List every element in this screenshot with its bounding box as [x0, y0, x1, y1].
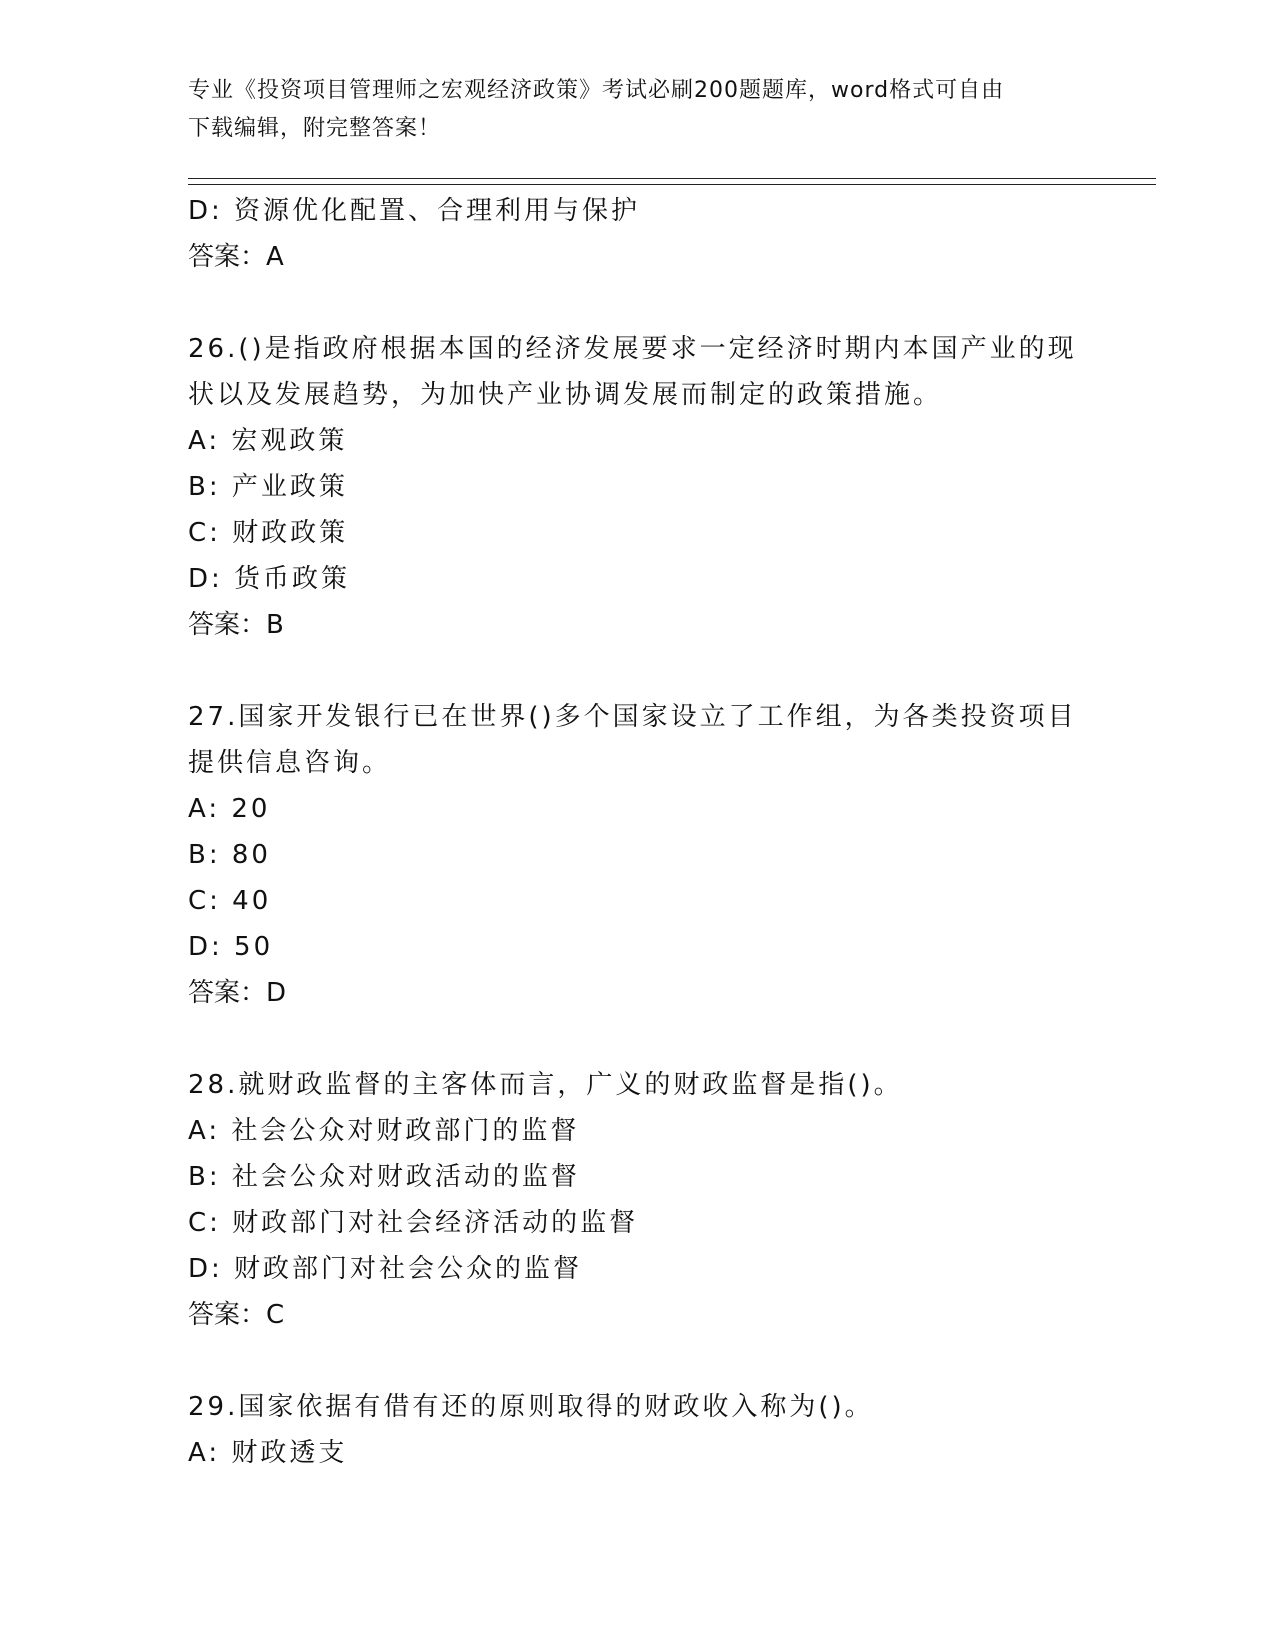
question-27 — [188, 694, 1088, 786]
spacer — [188, 280, 1088, 326]
option-b: B: 社会公众对财政活动的监督 — [188, 1162, 580, 1192]
option-a: A: 宏观政策 — [188, 426, 348, 456]
option-c: C: 财政政策 — [188, 518, 349, 548]
option-a: A: 20 — [188, 794, 271, 824]
answer: 答案：A — [188, 242, 284, 272]
answer: 答案：D — [188, 978, 287, 1008]
answer: 答案：B — [188, 610, 284, 640]
spacer — [188, 648, 1088, 694]
answer: 答案：C — [188, 1300, 285, 1330]
question-stem: 28.就财政监督的主客体而言，广义的财政监督是指()。 — [188, 1070, 903, 1100]
option-b: B: 产业政策 — [188, 472, 348, 502]
option-b: B: 80 — [188, 840, 271, 870]
spacer — [188, 1016, 1088, 1062]
question-stem: 提供信息咨询。 — [188, 748, 392, 778]
document-header — [188, 72, 1088, 148]
option-d: D: 财政部门对社会公众的监督 — [188, 1254, 583, 1284]
question-stem: 29.国家依据有借有还的原则取得的财政收入称为()。 — [188, 1392, 874, 1422]
option-a: A: 社会公众对财政部门的监督 — [188, 1116, 580, 1146]
option-a: A: 财政透支 — [188, 1438, 348, 1468]
question-stem: 26.()是指政府根据本国的经济发展要求一定经济时期内本国产业的现 — [188, 334, 1077, 364]
header-line-1: 专业《投资项目管理师之宏观经济政策》考试必刷200题题库，word格式可自由 — [188, 78, 1005, 103]
question-stem: 27.国家开发银行已在世界()多个国家设立了工作组，为各类投资项目 — [188, 702, 1077, 732]
spacer — [188, 1338, 1088, 1384]
option-d: D: 货币政策 — [188, 564, 351, 594]
header-divider — [188, 178, 1156, 185]
question-content — [188, 188, 1088, 1476]
option-d: D: 资源优化配置、合理利用与保护 — [188, 196, 641, 226]
question-stem: 状以及发展趋势，为加快产业协调发展而制定的政策措施。 — [188, 380, 943, 410]
option-c: C: 40 — [188, 886, 272, 916]
option-c: C: 财政部门对社会经济活动的监督 — [188, 1208, 639, 1238]
option-d: D: 50 — [188, 932, 274, 962]
question-26 — [188, 326, 1088, 418]
header-line-2: 下载编辑，附完整答案！ — [188, 116, 442, 141]
